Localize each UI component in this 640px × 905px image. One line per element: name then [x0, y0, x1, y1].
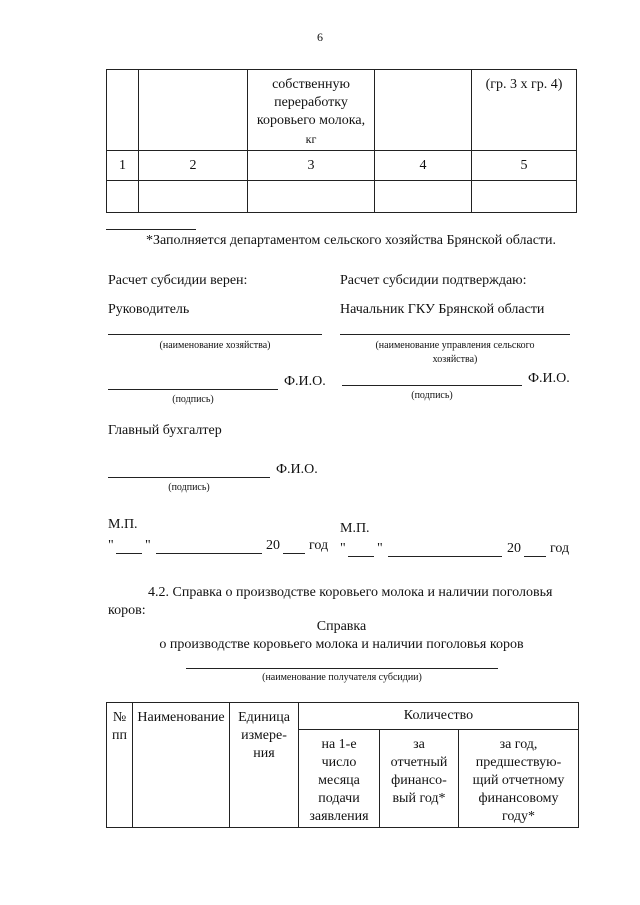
left-year-prefix: 20 [266, 538, 280, 553]
subsidy-calc-table [106, 69, 577, 213]
t2-num-line: № [112, 710, 127, 725]
right-year-suffix: год [550, 541, 570, 556]
t2-sub1-line: число [321, 755, 357, 770]
section-paragraph-line2: коров: [108, 603, 146, 618]
left-date-quote-open: " [108, 538, 114, 553]
t1-empty-cell [375, 181, 472, 213]
footnote: *Заполняется департаментом сельского хозяйства Брянской области. [146, 233, 557, 248]
t2-sub3-line: за год, [499, 737, 538, 752]
t2-sub1-line: подачи [318, 791, 360, 806]
t2-sub2-line: отчетный [390, 755, 448, 770]
left-mp: М.П. [108, 517, 138, 532]
left-date-day-line [116, 553, 142, 554]
t2-sub1-line: на 1-е [321, 737, 357, 752]
t1-h5-label: (гр. 3 х гр. 4) [485, 77, 563, 92]
t1-header-cell-4 [375, 70, 472, 151]
t1-colnum: 3 [248, 151, 375, 181]
right-title: Расчет субсидии подтверждаю: [340, 273, 527, 288]
left-sign-caption: (подпись) [172, 394, 214, 405]
t1-header-cell-3 [248, 70, 375, 151]
t2-num-header [107, 703, 133, 828]
t2-num-line: пп [112, 728, 127, 743]
t2-sub-header-1 [299, 730, 380, 828]
accountant-fio: Ф.И.О. [276, 462, 318, 477]
t1-empty-cell [472, 181, 577, 213]
production-table [106, 702, 579, 828]
right-date-quote-open: " [340, 541, 346, 556]
right-org-caption-2: хозяйства) [432, 354, 478, 365]
right-date-day-line [348, 556, 374, 557]
t2-sub2-line: вый год* [392, 791, 446, 806]
reference-subtitle: о производстве коровьего молока и наличии поголовья коров [159, 637, 524, 652]
left-org-caption: (наименование хозяйства) [159, 340, 271, 351]
t2-sub1-line: месяца [318, 773, 360, 788]
t2-sub3-line: году* [501, 809, 536, 824]
left-sign-line [108, 389, 278, 390]
t1-colnum: 2 [139, 151, 248, 181]
left-head: Руководитель [108, 302, 190, 317]
t1-colnum: 1 [107, 151, 139, 181]
recipient-line [186, 668, 498, 669]
t2-sub-header-3 [459, 730, 579, 828]
left-date-month-line [156, 553, 262, 554]
accountant-sign-caption: (подпись) [168, 482, 210, 493]
right-date-quote-close: " [377, 541, 383, 556]
accountant-title: Главный бухгалтер [108, 423, 222, 438]
left-year-suffix: год [309, 538, 329, 553]
t2-unit-line: ния [253, 746, 275, 761]
right-fio: Ф.И.О. [528, 371, 570, 386]
t1-colnum: 4 [375, 151, 472, 181]
section-paragraph-line1: 4.2. Справка о производстве коровьего молока и наличии поголовья [148, 585, 553, 600]
t1-empty-cell [248, 181, 375, 213]
right-sign-line [342, 385, 522, 386]
right-year-line [524, 556, 546, 557]
footnote-separator [106, 229, 196, 230]
page-number: 6 [317, 30, 323, 44]
t2-sub3-line: щий отчетному [472, 773, 565, 788]
accountant-sign-line [108, 477, 270, 478]
t2-unit-line: Единица [238, 710, 290, 725]
t2-sub3-line: предшествую- [475, 755, 562, 770]
t1-header-cell-2 [139, 70, 248, 151]
t1-h3-line: собственную [272, 77, 350, 92]
right-year-prefix: 20 [507, 541, 521, 556]
right-org-line [340, 334, 570, 335]
t2-unit-line: измере- [241, 728, 287, 743]
right-org-caption-1: (наименование управления сельского [375, 340, 535, 351]
t1-empty-cell [107, 181, 139, 213]
t2-name-header [133, 703, 230, 828]
reference-title: Справка [316, 619, 367, 634]
t2-qty-header: Количество [299, 703, 579, 730]
t2-name-label: Наименование [137, 710, 225, 725]
t1-header-cell-5 [472, 70, 577, 151]
right-date-month-line [388, 556, 502, 557]
t1-colnum: 5 [472, 151, 577, 181]
right-mp: М.П. [340, 521, 370, 536]
left-org-line [108, 334, 322, 335]
t1-h3-line: кг [305, 132, 317, 146]
t2-sub3-line: финансовому [478, 791, 559, 806]
right-sign-caption: (подпись) [411, 390, 453, 401]
t1-empty-cell [139, 181, 248, 213]
t1-header-cell-1 [107, 70, 139, 151]
t2-sub1-line: заявления [309, 809, 369, 824]
t2-unit-header [230, 703, 299, 828]
recipient-caption: (наименование получателя субсидии) [262, 672, 422, 683]
left-year-line [283, 553, 305, 554]
t2-sub2-line: финансо- [391, 773, 447, 788]
t1-h3-line: переработку [274, 95, 348, 110]
left-date-quote-close: " [145, 538, 151, 553]
t2-sub-header-2 [380, 730, 459, 828]
left-title: Расчет субсидии верен: [108, 273, 248, 288]
t1-h3-line: коровьего молока, [256, 113, 366, 128]
right-head: Начальник ГКУ Брянской области [340, 302, 545, 317]
left-fio: Ф.И.О. [284, 374, 326, 389]
t2-sub2-line: за [413, 737, 425, 752]
